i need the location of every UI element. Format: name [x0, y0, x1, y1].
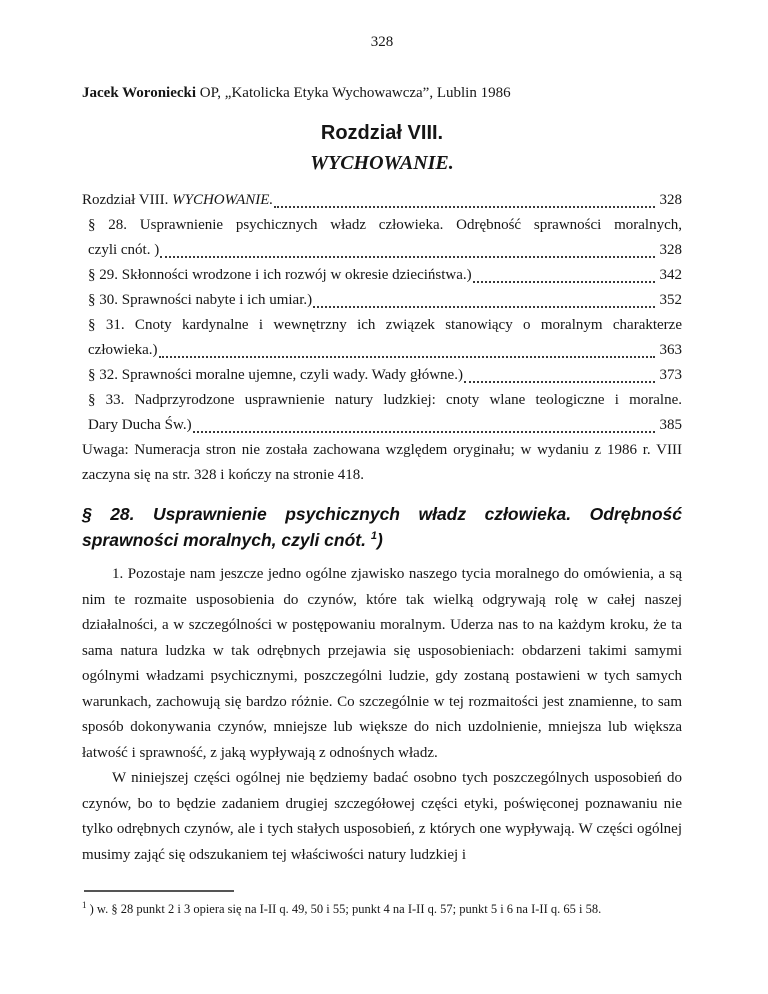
toc-page-number: 352 — [659, 292, 682, 308]
author-publication: OP, „Katolicka Etyka Wychowawcza”, Lublin 1986 — [196, 85, 511, 101]
footnote-reference-mark: 1 — [370, 530, 377, 543]
toc-dot-leader — [193, 431, 655, 433]
toc-entry-text: człowieka.) — [88, 342, 158, 358]
toc-entry-text: czyli cnót. ) — [88, 242, 160, 258]
footnote-marker: 1 — [82, 899, 87, 910]
toc-entry-31-line1: § 31. Cnoty kardynalne i wewnętrzny ich związek stanowiący o moralnym charakterze — [88, 317, 682, 333]
author-line — [82, 81, 682, 106]
toc-entry-chapter — [82, 188, 682, 213]
toc-dot-leader — [159, 356, 655, 358]
toc-dot-leader — [160, 256, 654, 258]
section-heading-line2-close: ) — [376, 530, 383, 550]
pagination-note: Uwaga: Numeracja stron nie została zachowana względem oryginału; w wydaniu z 1986 r. VIII zaczyna się na str. 328 i kończy na stronie 418. — [82, 442, 682, 483]
toc-entry-31-line2 — [82, 338, 682, 363]
toc-dot-leader — [473, 281, 655, 283]
footnote-separator — [84, 890, 234, 892]
toc-entry-30 — [82, 288, 682, 313]
toc-chapter-title: WYCHOWANIE. — [172, 192, 274, 208]
section-heading — [82, 501, 682, 553]
toc-dot-leader — [274, 206, 654, 208]
toc-page-number: 373 — [659, 367, 682, 383]
toc-entry-28-line2 — [82, 238, 682, 263]
section-heading-line1: § 28. Usprawnienie psychicznych władz człowieka. Odrębność — [82, 504, 682, 524]
body-paragraph-1: 1. Pozostaje nam jeszcze jedno ogólne zjawisko naszego tycia moralnego do omówienia, a są nim te rozmaite usposobienia do czynów, które tak wielką odgrywają rolę w całej naszej działalności, a w szczególności w postępowaniu moralnym. Uderza nas to na każdym kroku, że ta sama natura ludzka w tak odrębnych przejawia się usposobieniach: obdarzeni takimi samymi ogólnymi władzami psychicznymi, poszczególni ludzie, gdy zostaną postawieni w tych samych warunkach, zachowują się bardzo różnie. Co szczególnie w tej rozmaitości jest znamienne, to sam sposób dokonywania czynów, mniejsze lub większe do nich uzdolnienie, mniejsza lub większa łatwość i sprawność, z jaką wypływają z odnośnych władz. — [82, 566, 682, 761]
chapter-subtitle: WYCHOWANIE. — [310, 152, 454, 174]
toc-page-number: 328 — [659, 242, 682, 258]
toc-entry-28-line1: § 28. Usprawnienie psychicznych władz człowieka. Odrębność sprawności moralnych, — [88, 217, 682, 233]
toc-page-number: 363 — [659, 342, 682, 358]
toc-entry-text: § 29. Skłonności wrodzone i ich rozwój w okresie dzieciństwa.) — [88, 267, 472, 283]
table-of-contents — [82, 188, 682, 438]
section-heading-line2 — [82, 527, 682, 553]
toc-entry-32 — [82, 363, 682, 388]
page-number: 328 — [370, 34, 394, 50]
toc-entry-33-line2 — [82, 413, 682, 438]
toc-page-number: 385 — [659, 417, 682, 433]
toc-entry-text: § 30. Sprawności nabyte i ich umiar.) — [88, 292, 313, 308]
toc-page-number: 342 — [659, 267, 682, 283]
toc-entry-text — [82, 188, 273, 213]
section-heading-line2-text: sprawności moralnych, czyli cnót. — [82, 530, 371, 550]
toc-dot-leader — [313, 306, 654, 308]
footnote — [82, 901, 682, 918]
body-paragraph-2: W niniejszej części ogólnej nie będziemy badać osobno tych poszczególnych usposobień do czynów, bo to będzie zadaniem drugiej szczegółowej części etyki, poświęconej poznawaniu nie tylko odrębnych czynów, ale i tych stałych usposobień, z których one wypływają. W części ogólnej musimy zająć się odszukaniem tej właściwości natury ludzkiej i — [82, 770, 682, 863]
toc-page-number: 328 — [659, 192, 682, 208]
toc-entry-33-line1: § 33. Nadprzyrodzone usprawnienie natury ludzkiej: cnoty wlane teologiczne i moralne. — [88, 392, 682, 408]
toc-entry-29 — [82, 263, 682, 288]
toc-entry-text: § 32. Sprawności moralne ujemne, czyli wady. Wady główne.) — [88, 367, 463, 383]
toc-entry-text: Dary Ducha Św.) — [88, 417, 192, 433]
footnote-text: ) w. § 28 punkt 2 i 3 opiera się na I-II q. 49, 50 i 55; punkt 4 na I-II q. 57; punkt 5 i 6 na I-II q. 65 i 58. — [86, 902, 602, 916]
toc-chapter-prefix: Rozdział VIII. — [82, 192, 173, 208]
chapter-title: Rozdział VIII. — [320, 122, 444, 144]
toc-dot-leader — [464, 381, 655, 383]
author-name: Jacek Woroniecki — [82, 85, 197, 101]
